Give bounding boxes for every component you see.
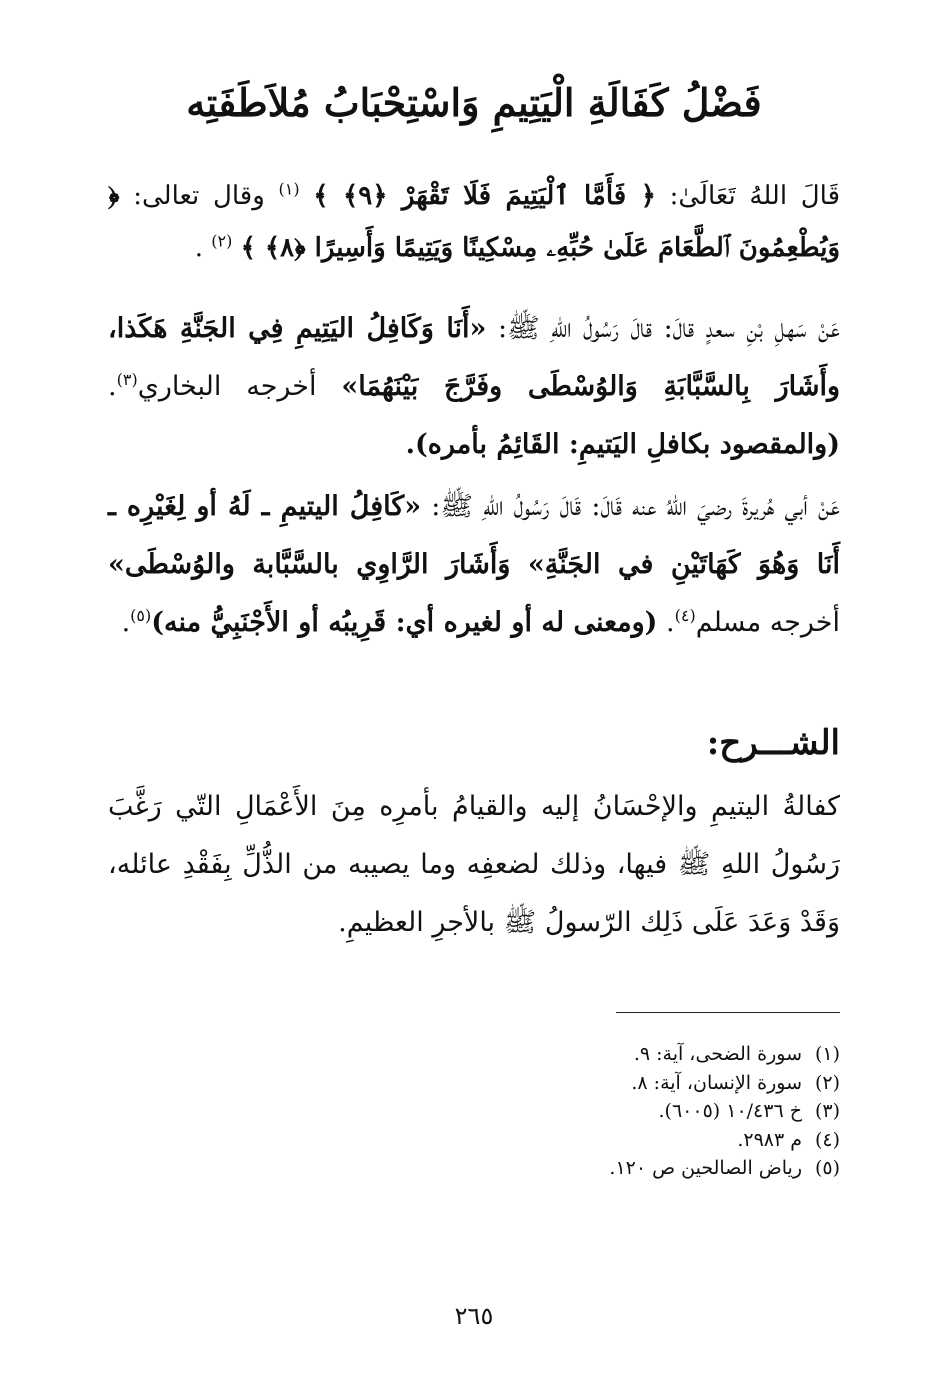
hadith-sahl-paragraph xyxy=(108,300,840,474)
quran-end: . xyxy=(194,233,203,263)
hadith-abu-hurairah-note: (ومعنى له أو لغيره أي: قَرِيبُه أو الأَجْنَبِيُّ منه) xyxy=(151,607,658,638)
quran-intro: قَالَ اللهُ تَعَالَىٰ: xyxy=(669,181,841,211)
footnote-item xyxy=(340,1069,840,1098)
commentary-paragraph: كفالةُ اليتيمِ والإحْسَانُ إليه والقيامُ بأمرِه مِنَ الأَعْمَالِ التّي رَغَّبَ رَسُولُ اللهِ ﷺ فيها، وذلك لضعفِه وما يصيبه من الذُّلِّ بِفَقْدِ عائله، وَقَدْ وَعَدَ عَلَى ذَلِك الرّسولُ ﷺ بالأجرِ العظيمِ. xyxy=(108,791,840,938)
quran-paragraph xyxy=(108,170,840,274)
footnote-number: (٤) xyxy=(814,1128,840,1151)
hadith-sahl-source: أخرجه البخاري xyxy=(137,371,317,402)
quran-connector: وقال تعالى: xyxy=(133,181,265,211)
hadith-sahl-note: (والمقصود بكافلِ اليَتيمِ: القَائِمُ بأمره). xyxy=(405,429,840,460)
footnote-ref-2[interactable]: (٢) xyxy=(211,231,233,251)
footnotes-list xyxy=(340,1040,840,1183)
quran-verse-ad-duha: ﴿ فَأَمَّا ٱلْيَتِيمَ فَلَا تَقْهَرْ ﴿٩﴾ ﴾ xyxy=(313,181,656,211)
hadith-abu-hurairah-intro: عَنْ أبي هُريرةَ رضيَ اللهُ عنه قَالَ: قَالَ رَسُولُ اللهِ ﷺ: xyxy=(431,491,840,522)
commentary-heading: الشـــرح: xyxy=(706,723,840,763)
hadith-abu-hurairah-source: أخرجه مسلم xyxy=(695,607,840,638)
hadith-abu-hurairah-paragraph xyxy=(108,478,840,652)
footnote-item xyxy=(340,1154,840,1183)
hadith-sahl-dot: . xyxy=(108,371,117,402)
footnote-number: (١) xyxy=(814,1043,840,1065)
hadith-sahl-intro: عَنْ سَهلِ بْنِ سعدٍ قالَ: قالَ رَسُولُ اللهِ ﷺ: xyxy=(498,313,840,344)
hadith-abu-hurairah-dot: . xyxy=(666,607,675,638)
footnote-text: رياض الصالحين ص ١٢٠. xyxy=(609,1157,802,1179)
page-number: ٢٦٥ xyxy=(454,1302,494,1330)
footnote-number: (٥) xyxy=(814,1157,840,1179)
footnote-item xyxy=(340,1040,840,1069)
footnote-text: م ٢٩٨٣. xyxy=(737,1128,802,1151)
quran-verse-al-insan: ﴿ وَيُطْعِمُونَ ٱلطَّعَامَ عَلَىٰ حُبِّهِۦ مِسْكِينًا وَيَتِيمًا وَأَسِيرًا ﴿٨﴾ ﴾ xyxy=(108,181,840,263)
footnote-text: خ ١٠/٤٣٦ (٦٠٠٥). xyxy=(658,1100,802,1122)
footnote-divider xyxy=(616,1012,840,1013)
footnote-ref-5[interactable]: (٥) xyxy=(130,606,152,625)
footnote-text: سورة الضحى، آية: ٩. xyxy=(633,1043,802,1065)
hadith-abu-hurairah-text: «كَافِلُ اليتيمِ ـ لَهُ أو لِغَيْرِه ـ أَنَا وَهُوَ كَهَاتَيْنِ في الجَنَّةِ» وَأَشَارَ الرَّاوِي بالسَّبَّابة والوُسْطَى» xyxy=(108,491,840,580)
footnote-number: (٣) xyxy=(814,1100,840,1122)
hadith-abu-hurairah-end: . xyxy=(121,607,131,638)
footnote-ref-4[interactable]: (٤) xyxy=(674,606,696,625)
footnote-text: سورة الإنسان، آية: ٨. xyxy=(631,1071,802,1094)
hadith-sahl-text: «أَنَا وَكَافِلُ اليَتِيمِ فِي الجَنَّةِ هَكَذا، وأَشَارَ بِالسَّبَّابَةِ وَالوُسْطَى وفَرَّجَ بَيْنَهُمَا» xyxy=(108,313,840,402)
footnote-item xyxy=(340,1126,840,1155)
footnote-item xyxy=(340,1097,840,1126)
footnote-ref-3[interactable]: (٣) xyxy=(116,370,138,389)
footnote-number: (٢) xyxy=(814,1071,840,1094)
chapter-title: فَضْلُ كَفَالَةِ الْيَتِيمِ وَاسْتِحْبَابُ مُلاَطَفَتِه xyxy=(186,80,762,125)
footnote-ref-1[interactable]: (١) xyxy=(278,179,300,199)
